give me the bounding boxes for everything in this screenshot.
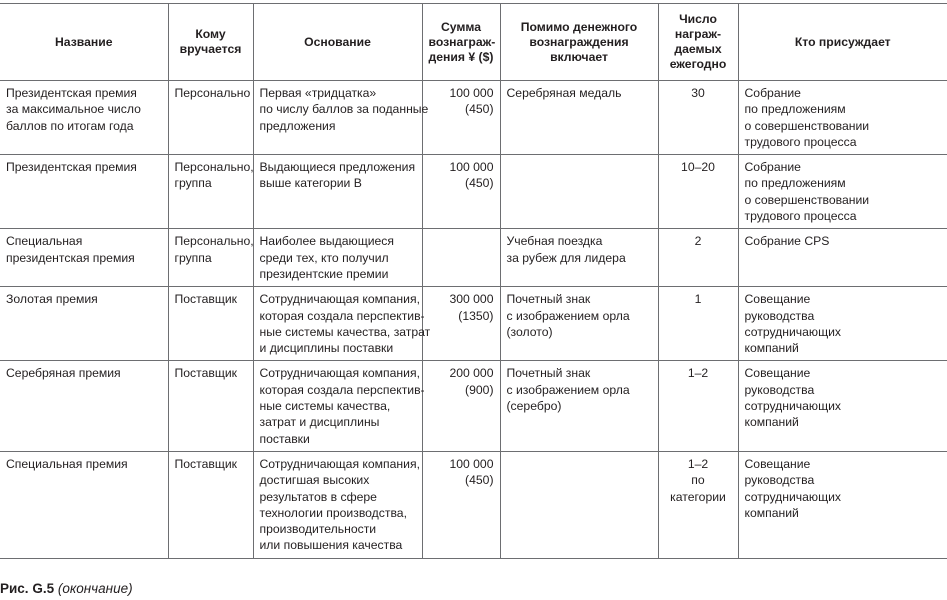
awarding-body-cell-line: руководства [744, 382, 815, 397]
recipient-cell-line: Поставщик [174, 456, 237, 471]
amount-cell [422, 81, 500, 155]
header-count-line: ежегодно [669, 57, 727, 71]
basis-cell-line: Первая «тридцатка» [259, 86, 377, 100]
awarding-body-cell-line: сотрудничающих [744, 324, 841, 339]
basis-cell [253, 155, 422, 229]
header-count-line: даемых [674, 42, 722, 56]
header-sum [422, 4, 500, 81]
award-name-cell-line: Президентская премия [6, 86, 137, 100]
basis-cell-line: Сотрудничающая компания, [259, 292, 420, 307]
amount-cell-line: (450) [465, 176, 494, 191]
basis-cell [253, 81, 429, 155]
annual-count-cell-line: 1 [694, 292, 702, 307]
header-extra-line: включает [550, 49, 608, 64]
amount-cell-line: 100 000 [449, 456, 494, 471]
amount-cell-line: 100 000 [449, 86, 494, 100]
awarding-body-cell [738, 229, 947, 287]
amount-cell-line: 100 000 [449, 160, 494, 175]
awarding-body-cell-line: Собрание [744, 86, 801, 100]
annual-count-cell-line: 2 [694, 234, 702, 249]
award-name-cell-line: Президентская премия [6, 160, 137, 175]
award-name-cell-line: Золотая премия [6, 292, 98, 307]
header-basis-line: Основание [304, 34, 371, 49]
annual-count-cell [658, 155, 738, 229]
award-name-cell [0, 287, 168, 361]
extra-reward-cell [500, 451, 658, 558]
awarding-body-cell [738, 287, 947, 361]
header-count [658, 4, 738, 81]
extra-reward-cell-line: Почетный знак [506, 366, 591, 381]
awarding-body-cell-line: руководства [744, 308, 815, 323]
basis-cell-line: которая создала перспектив- [259, 382, 425, 397]
extra-reward-cell [500, 287, 658, 361]
award-name-cell [0, 155, 168, 229]
awarding-body-cell-line: сотрудничающих [744, 489, 841, 504]
header-basis [253, 4, 422, 81]
recipient-cell [168, 287, 253, 361]
annual-count-cell-line: 1–2 [687, 456, 709, 471]
basis-cell-line: Выдающиеся предложения [259, 160, 416, 175]
basis-cell-line: Сотрудничающая компания, [259, 456, 420, 471]
header-count-line: награж- [674, 27, 722, 41]
basis-cell-line: ные системы качества, затрат [259, 324, 431, 339]
annual-count-cell [658, 229, 738, 287]
table-row [0, 287, 947, 361]
figure-label: Рис. G.5 [0, 581, 55, 596]
recipient-cell-line: Поставщик [174, 366, 237, 381]
awarding-body-cell [738, 361, 947, 451]
header-who [738, 4, 947, 81]
awarding-body-cell-line: сотрудничающих [744, 399, 841, 414]
award-name-cell [0, 361, 168, 451]
recipient-cell [168, 451, 253, 558]
table-row [0, 81, 947, 155]
basis-cell-line: производительности [259, 522, 377, 537]
recipient-cell-line: группа [174, 176, 212, 191]
awarding-body-cell-line: Совещание [744, 366, 811, 381]
amount-cell-line: (1350) [458, 308, 494, 323]
basis-cell [253, 287, 431, 361]
header-who-line: Кто присуждает [794, 34, 891, 49]
awarding-body-cell-line: Совещание [744, 292, 811, 307]
header-whom-line: Кому [195, 27, 226, 41]
amount-cell [422, 155, 500, 229]
figure-caption [0, 580, 133, 598]
annual-count-cell-line: категории [670, 489, 726, 504]
extra-reward-cell-line: за рубеж для лидера [506, 250, 626, 265]
award-name-cell-line: Специальная [6, 234, 83, 249]
table-row [0, 155, 947, 229]
award-name-cell-line: за максимальное число [6, 102, 141, 117]
basis-cell [253, 229, 422, 287]
extra-reward-cell [500, 361, 658, 451]
annual-count-cell [658, 81, 738, 155]
amount-cell-line: 200 000 [449, 366, 494, 381]
header-whom [168, 4, 253, 81]
basis-cell-line: выше категории B [259, 176, 362, 191]
awarding-body-cell-line: по предложениям [744, 102, 846, 117]
basis-cell [253, 361, 425, 451]
awarding-body-cell-line: трудового процесса [744, 209, 857, 224]
award-name-cell [0, 229, 168, 287]
basis-cell-line: по числу баллов за поданные [259, 102, 429, 117]
extra-reward-cell-line: Учебная поездка [506, 234, 603, 249]
basis-cell-line: поставки [259, 431, 310, 446]
amount-cell-line: (450) [465, 473, 494, 488]
recipient-cell-line: группа [174, 250, 212, 265]
recipient-cell-line: Поставщик [174, 292, 237, 307]
amount-cell [422, 361, 500, 451]
table-row [0, 361, 947, 451]
awarding-body-cell [738, 155, 947, 229]
amount-cell-line: 300 000 [449, 292, 494, 307]
awarding-body-cell-line: Собрание [744, 160, 801, 175]
amount-cell [422, 229, 500, 287]
header-name [0, 4, 168, 81]
awards-table [0, 3, 947, 559]
annual-count-cell [658, 361, 738, 451]
basis-cell-line: которая создала перспектив- [259, 308, 425, 323]
header-sum-line: дения ¥ ($) [428, 49, 494, 64]
annual-count-cell-line: 1–2 [687, 366, 709, 381]
awarding-body-cell-line: по предложениям [744, 176, 846, 191]
header-count-line: Число [679, 12, 717, 26]
extra-reward-cell [500, 81, 658, 155]
basis-cell-line: президентские премии [259, 266, 389, 281]
award-name-cell-line: Серебряная премия [6, 366, 121, 381]
awarding-body-cell-line: компаний [744, 341, 799, 356]
awarding-body-cell-line: руководства [744, 473, 815, 488]
extra-reward-cell-line: с изображением орла [506, 382, 630, 397]
basis-cell-line: технологии производства, [259, 505, 407, 520]
awarding-body-cell [738, 451, 947, 558]
basis-cell-line: и дисциплины поставки [259, 341, 394, 356]
amount-cell [422, 451, 500, 558]
recipient-cell [168, 229, 253, 287]
table-row [0, 229, 947, 287]
recipient-cell [168, 81, 253, 155]
header-sum-line: Сумма [440, 19, 482, 34]
annual-count-cell-line: 10–20 [681, 160, 715, 175]
award-name-cell-line: Специальная премия [6, 456, 128, 471]
basis-cell [253, 451, 422, 558]
basis-cell-line: Наиболее выдающиеся [259, 234, 395, 249]
extra-reward-cell-line: (серебро) [506, 399, 562, 414]
awards-table-body [0, 81, 947, 559]
awarding-body-cell-line: о совершенствовании [744, 118, 870, 133]
basis-cell-line: предложения [259, 118, 336, 133]
table-header-row [0, 4, 947, 81]
awarding-body-cell-line: трудового процесса [744, 134, 857, 149]
table-row [0, 451, 947, 558]
recipient-cell-line: Персонально [174, 86, 251, 100]
basis-cell-line: или повышения качества [259, 538, 403, 553]
basis-cell-line: затрат и дисциплины [259, 415, 380, 430]
basis-cell-line: достигшая высоких [259, 473, 370, 488]
header-extra-line: вознаграждения [529, 34, 629, 49]
header-name-line: Название [54, 34, 113, 49]
figure-note: (окончание) [57, 581, 133, 596]
recipient-cell-line: Персонально, [174, 160, 254, 175]
extra-reward-cell-line: с изображением орла [506, 308, 630, 323]
annual-count-cell [658, 287, 738, 361]
amount-cell-line: (450) [465, 102, 494, 117]
basis-cell-line: ные системы качества, [259, 399, 391, 414]
basis-cell-line: Сотрудничающая компания, [259, 366, 420, 381]
header-whom-line: вручается [179, 42, 242, 56]
basis-cell-line: результатов в сфере [259, 489, 377, 504]
award-name-cell-line: президентская премия [6, 250, 135, 265]
extra-reward-cell-line: Серебряная медаль [506, 86, 622, 100]
awarding-body-cell-line: о совершенствовании [744, 192, 870, 207]
extra-reward-cell [500, 155, 658, 229]
annual-count-cell [658, 451, 738, 558]
amount-cell-line: (900) [465, 382, 494, 397]
header-sum-line: вознаграж- [428, 34, 496, 49]
award-name-cell-line: баллов по итогам года [6, 118, 134, 133]
extra-reward-cell-line: Почетный знак [506, 292, 591, 307]
awarding-body-cell-line: Собрание CPS [744, 234, 830, 249]
recipient-cell [168, 155, 253, 229]
basis-cell-line: среди тех, кто получил [259, 250, 389, 265]
recipient-cell-line: Персонально, [174, 234, 254, 249]
annual-count-cell-line: 30 [691, 86, 705, 100]
extra-reward-cell [500, 229, 658, 287]
amount-cell [422, 287, 500, 361]
awarding-body-cell-line: Совещание [744, 456, 811, 471]
recipient-cell [168, 361, 253, 451]
header-extra-line: Помимо денежного [520, 19, 638, 34]
extra-reward-cell-line: (золото) [506, 324, 553, 339]
annual-count-cell-line: по [691, 473, 705, 488]
awarding-body-cell-line: компаний [744, 505, 799, 520]
award-name-cell [0, 81, 168, 155]
awarding-body-cell-line: компаний [744, 415, 799, 430]
awarding-body-cell [738, 81, 947, 155]
award-name-cell [0, 451, 168, 558]
header-extra [500, 4, 658, 81]
